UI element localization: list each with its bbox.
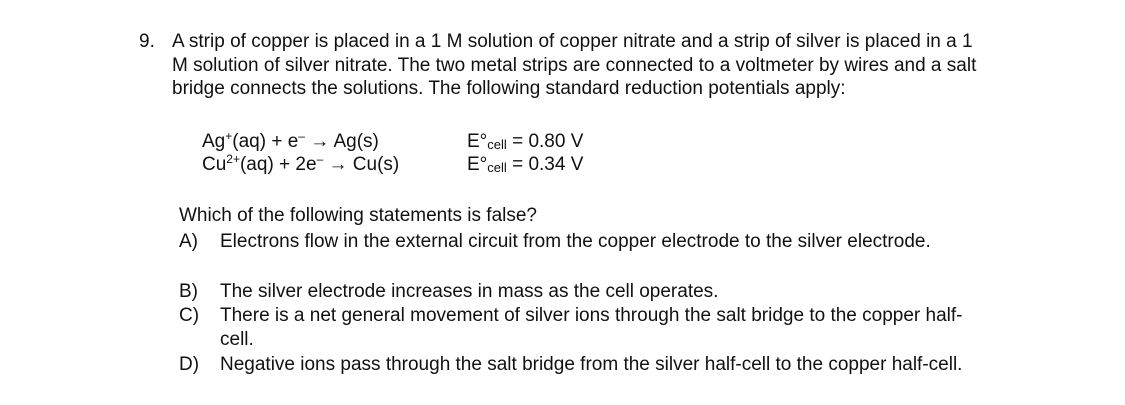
eq-reactant-rest: (aq) + 2e — [239, 154, 317, 175]
question-stem: A strip of copper is placed in a 1 M solution of copper nitrate and a strip of silver is placed in a 1 M solution of silver nitrate. The two metal strips are connected to a voltmeter by wires and a salt bridge connects the solutions. The following standard reduction potentials apply: — [172, 31, 977, 100]
eq-arrow-product: → Cu(s) — [323, 154, 400, 175]
eq-reactant-charge: 2+ — [226, 152, 240, 166]
option-d-letter: D) — [179, 354, 200, 375]
eq-reactant-charge: + — [225, 129, 233, 143]
e-symbol: E° — [467, 154, 488, 175]
option-d-text: Negative ions pass through the salt bridge from the silver half-cell to the copper half-cell. — [220, 354, 963, 375]
eq-electron-charge: – — [298, 129, 305, 143]
e-value: = 0.80 V — [506, 131, 584, 152]
option-c-text: There is a net general movement of silver ions through the salt bridge to the copper half-cell. — [220, 305, 963, 350]
e-symbol: E° — [467, 131, 488, 152]
half-reaction-copper — [202, 153, 399, 177]
half-reaction-silver — [202, 130, 379, 154]
potential-copper — [467, 153, 583, 177]
question-number: 9. — [139, 31, 155, 52]
eq-arrow-product: → Ag(s) — [304, 131, 379, 152]
eq-electron-charge: – — [316, 152, 324, 166]
eq-reactant-rest: (aq) + e — [232, 131, 299, 152]
eq-reactant: Cu — [202, 154, 227, 175]
e-subscript: cell — [487, 160, 507, 175]
question-prompt: Which of the following statements is false? — [179, 205, 538, 226]
option-a-text: Electrons flow in the external circuit from the copper electrode to the silver electrode. — [220, 231, 931, 252]
option-a-letter: A) — [179, 231, 198, 252]
option-b-letter: B) — [179, 281, 198, 302]
option-b-text: The silver electrode increases in mass as the cell operates. — [220, 281, 719, 302]
potential-silver — [467, 130, 583, 154]
option-c-letter: C) — [179, 305, 200, 326]
e-subscript: cell — [487, 137, 507, 152]
e-value: = 0.34 V — [506, 154, 584, 175]
eq-reactant: Ag — [202, 131, 226, 152]
